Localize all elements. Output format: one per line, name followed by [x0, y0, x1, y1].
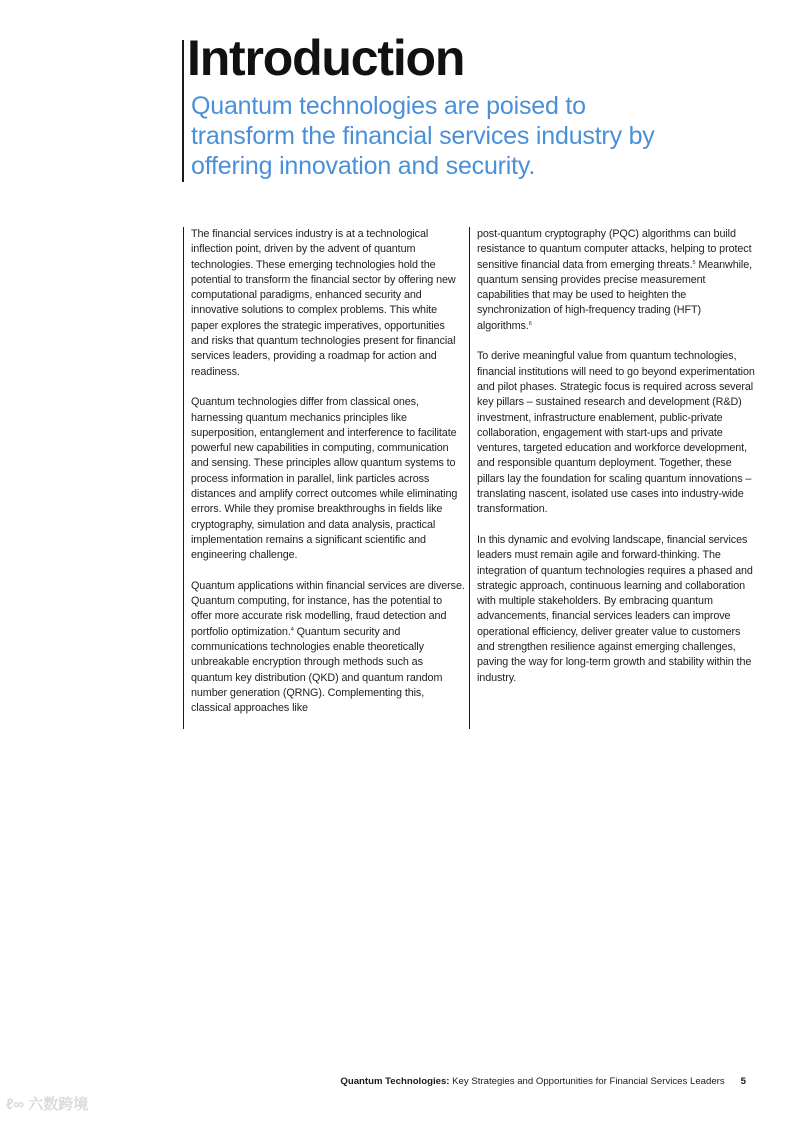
paragraph-text: Quantum security and communications technologies enable theoretically unbreakable encryption through methods such as quantum key distribution (QKD) and quantum random number generation (QRNG). Complementing this, classical approaches like: [191, 625, 443, 715]
paragraph: The financial services industry is at a technological inflection point, driven by the advent of quantum technologies. These emerging technologies hold the potential to transform the financial sector by offering new computational paradigms, enhanced security and innovative solutions to complex problems. This white paper explores the strategic imperatives, opportunities and risks that quantum technologies present for financial services leaders, providing a roadmap for action and readiness.: [191, 228, 456, 378]
paragraph-text: Meanwhile, quantum sensing provides precise measurement capabilities that may be used to heighten the synchronization of high-frequency trading (HFT) algorithms.: [477, 258, 753, 332]
page-subtitle: Quantum technologies are poised to transform the financial services industry by offering innovation and security.: [191, 92, 655, 180]
page-footer: [340, 1076, 746, 1088]
right-column: [469, 227, 755, 729]
footer-report-subtitle: Key Strategies and Opportunities for Financial Services Leaders: [449, 1076, 725, 1087]
paragraph: To derive meaningful value from quantum technologies, financial institutions will need to go beyond experimentation and pilot phases. Strategic focus is required across several key pillars – sustained research and development (R&D) investment, infrastructure enablement, public-private collaboration, engagement with start-ups and private ventures, targeted education and workforce development, and responsible quantum deployment. Together, these pillars lay the foundation for scaling quantum innovations – translating nascent, isolated use cases into industry-wide transformation.: [477, 350, 755, 516]
paragraph: In this dynamic and evolving landscape, financial services leaders must remain agile and forward-thinking. The integration of quantum technologies requires a phased and strategic approach, continuous learning and collaboration with multiple stakeholders. By embracing quantum advancements, financial services leaders can improve operational efficiency, deliver greater value to customers and strengthen resilience against emerging challenges, paving the way for long-term growth and stability within the industry.: [477, 533, 753, 684]
footnote-ref: 5: [692, 259, 696, 266]
footnote-ref: 4: [290, 626, 294, 633]
paragraph: [477, 227, 755, 334]
heading-rule: [182, 40, 184, 182]
footer-report-title: Quantum Technologies:: [340, 1076, 450, 1087]
paragraph: [191, 579, 465, 717]
paragraph-text: post-quantum cryptography (PQC) algorithms can build resistance to quantum computer attacks, helping to protect sensitive financial data from emerging threats.: [477, 228, 752, 271]
left-column: [183, 227, 465, 729]
paragraph: Quantum technologies differ from classical ones, harnessing quantum mechanics principles like superposition, entanglement and interference to facilitate powerful new capabilities in computing, communication and sensing. These principles allow quantum systems to process information in parallel, link particles across distances and amplify correct outcomes while eliminating errors. While they promise breakthroughs in fields like cryptography, simulation and data analysis, practical implementation remains a significant scientific and engineering challenge.: [191, 396, 458, 562]
heading-block: [182, 30, 742, 182]
paragraph-text: Quantum applications within financial services are diverse. Quantum computing, for instance, has the potential to offer more accurate risk modelling, fraud detection and portfolio optimization.: [191, 579, 465, 638]
page-number: 5: [740, 1076, 746, 1087]
watermark-logo: ℓ∞ 六数跨境: [6, 1096, 89, 1113]
page-title: Introduction: [187, 30, 465, 86]
footnote-ref: 6: [528, 320, 532, 327]
